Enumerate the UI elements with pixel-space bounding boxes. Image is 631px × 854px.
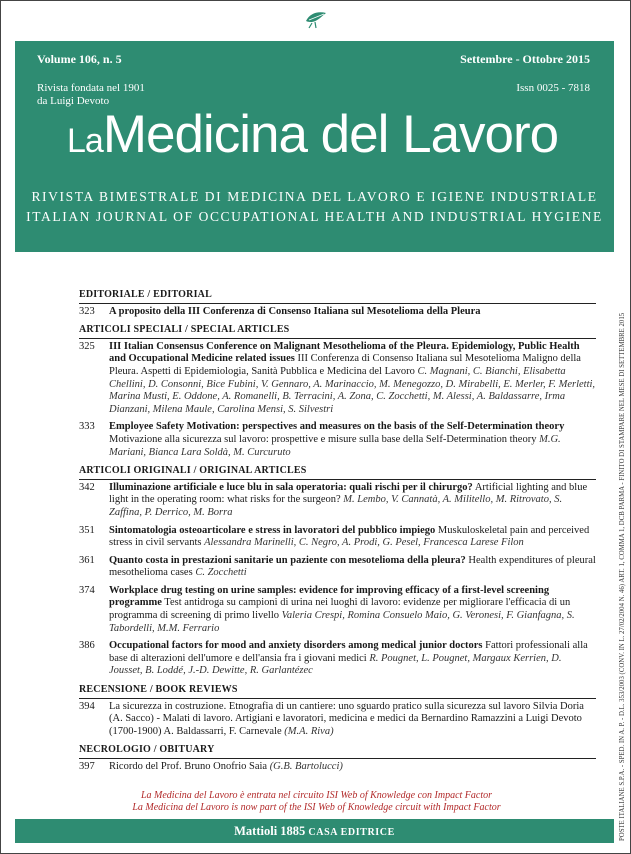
page-number: 374 <box>79 584 95 596</box>
issue-date: Settembre - Ottobre 2015 <box>460 52 590 66</box>
entry-authors: (G.B. Bartolucci) <box>269 761 343 772</box>
page-number: 386 <box>79 640 95 652</box>
entry-authors: C. Magnani, C. Bianchi, Elisabetta Chellini, D. Consonni, Bice Fubini, V. Gennaro, A. Marinaccio, M. Menegozzo, D. Mirabelli, E. Merler, F. Merletti, Marina Musti, E. Oddone, A. Romanelli, B. Terracini, A. Zona, C. Zocchetti, M. Alessi, A. Baldassarre, Irma Dianzani, Milena Maule, Carolina Mensi, S. Silvestri <box>109 365 596 415</box>
entry-title: Occupational factors for mood and anxiety disorders among medical junior doctors <box>109 640 483 652</box>
page-number: 361 <box>79 554 95 566</box>
table-of-contents <box>79 289 596 779</box>
entry-title: Workplace drug testing on urine samples: evidence for improving efficacy of a first-level screening programme <box>109 584 550 609</box>
publisher-name: Mattioli 1885 <box>234 824 306 838</box>
toc-entry[interactable] <box>79 701 596 739</box>
toc-entry[interactable] <box>79 421 596 459</box>
entry-title: Quanto costa in prestazioni sanitarie un paziente con mesotelioma della pleura? <box>109 554 466 566</box>
header-band <box>15 41 614 252</box>
entry-subtitle: La sicurezza in costruzione. Etnografia di un cantiere: uno sguardo pratico sulla sicurezza sul lavoro Silvia Doria (A. Sacco) - Malati di lavoro. Artigiani e lavoratori, medicina e medici da Bernardino Ramazzini a Luigi Devoto (1700-1900) A. Baldassarri, F. Carnevale <box>109 700 584 737</box>
entry-subtitle: Motivazione alla sicurezza sul lavoro: prospettive e misure sulla base della Self-Determination theory <box>109 433 540 445</box>
subtitle-english: ITALIAN JOURNAL OF OCCUPATIONAL HEALTH AND INDUSTRIAL HYGIENE <box>26 209 603 224</box>
toc-entry[interactable] <box>79 482 596 520</box>
section-heading: RECENSIONE / BOOK REVIEWS <box>79 684 596 699</box>
journal-title <box>67 105 558 171</box>
entry-subtitle: Artificial lighting and blue light in the operating room: what risks for the surgeon? <box>109 481 588 506</box>
toc-entry[interactable] <box>79 761 596 774</box>
entry-authors: M. Lembo, V. Cannatà, A. Militello, M. Ritrovato, S. Zaffina, P. Derrico, M. Borra <box>109 494 563 518</box>
toc-entry[interactable] <box>79 640 596 678</box>
toc-entry[interactable] <box>79 585 596 635</box>
page-number: 342 <box>79 481 95 493</box>
entry-authors: Valeria Crespi, Romina Consuelo Maio, G. Veronesi, F. Gianfagna, S. Tabordelli, M.M. Ferrario <box>109 610 575 634</box>
entry-subtitle: Health expenditures of pleural mesothelioma cases <box>109 554 596 579</box>
entry-title: Sintomatologia osteoarticolare e stress in lavoratori del pubblico impiego <box>109 524 436 536</box>
entry-title: A proposito della III Conferenza di Consenso Italiana sul Mesotelioma della Pleura <box>109 305 481 317</box>
toc-entry[interactable] <box>79 525 596 550</box>
leaf-emblem-icon <box>303 7 329 31</box>
page-number: 397 <box>79 761 95 772</box>
volume-info: Volume 106, n. 5 <box>37 52 122 66</box>
entry-authors: (M.A. Riva) <box>284 725 334 737</box>
entry-subtitle: Test antidroga su campioni di urina nei luoghi di lavoro: evidenze per migliorare l'efficacia di un programma di screening di primo livello <box>109 597 571 622</box>
section-heading: ARTICOLI SPECIALI / SPECIAL ARTICLES <box>79 324 596 339</box>
entry-subtitle: Muskuloskeletal pain and perceived stress in civil servants <box>109 524 590 549</box>
page-number: 325 <box>79 340 95 352</box>
issn: Issn 0025 - 7818 <box>516 82 590 94</box>
founded-note: Rivista fondata nel 1901 da Luigi Devoto <box>37 82 145 107</box>
entry-authors: M.G. Mariani, Bianca Lara Soldà, M. Curcuruto <box>109 433 561 458</box>
page-number: 394 <box>79 700 95 712</box>
section-heading: NECROLOGIO / OBITUARY <box>79 744 596 759</box>
entry-subtitle: Fattori professionali alla base di alterazioni dell'umore e dell'ansia fra i giovani medici <box>109 640 588 664</box>
entry-title: Illuminazione artificiale e luce blu in sala operatoria: quali rischi per il chirurgo? <box>109 481 473 493</box>
toc-entry[interactable] <box>79 555 596 580</box>
entry-subtitle: III Conferenza di Consenso Italiana sul Mesotelioma Maligno della Pleura. Aspetti di Epidemiologia, Sanità Pubblica e Medicina del Lavoro <box>109 353 581 377</box>
publisher-suffix: CASA EDITRICE <box>308 827 395 838</box>
impact-factor-note-it: La Medicina del Lavoro è entrata nel circuito ISI Web of Knowledge con Impact Factor <box>140 790 493 801</box>
postal-side-text: POSTE ITALIANE S.P.A. - SPED. IN A. P. - D.L. 353/2003 (CONV. IN L. 27/02/2004 N. 46) ART. 1, COMMA 1, DCB PARMA - FINITO DI STAMPARE NEL MESE DI SETTEMBRE 2015 <box>619 312 626 841</box>
entry-authors: Alessandra Marinelli, C. Negro, A. Prodi, G. Pesel, Francesca Larese Filon <box>204 537 524 549</box>
subtitle-italian: RIVISTA BIMESTRALE DI MEDICINA DEL LAVORO E IGIENE INDUSTRIALE <box>31 189 598 204</box>
toc-entry[interactable] <box>79 341 596 417</box>
title-la: La <box>67 122 103 160</box>
section-heading: EDITORIALE / EDITORIAL <box>79 289 596 304</box>
entry-title: III Italian Consensus Conference on Malignant Mesothelioma of the Pleura. Epidemiology, Public Health and Occupational Medicine related issues <box>109 340 580 365</box>
page-number: 323 <box>79 305 95 317</box>
entry-title: Employee Safety Motivation: perspectives and measures on the basis of the Self-Determination theory <box>109 421 565 433</box>
section-heading: ARTICOLI ORIGINALI / ORIGINAL ARTICLES <box>79 465 596 480</box>
impact-factor-note-en: La Medicina del Lavoro is now part of the ISI Web of Knowledge circuit with Impact Factor <box>132 802 501 813</box>
entry-authors: C. Zocchetti <box>195 567 247 579</box>
entry-authors: R. Pougnet, L. Pougnet, Margaux Kerrien, D. Jousset, B. Loddé, J.-D. Dewitte, R. Garlantézec <box>109 652 562 677</box>
publisher-bar <box>15 819 614 843</box>
toc-entry[interactable] <box>79 306 596 319</box>
page-number: 333 <box>79 421 95 433</box>
page-number: 351 <box>79 524 95 536</box>
title-main: Medicina del Lavoro <box>102 105 559 164</box>
entry-subtitle: Ricordo del Prof. Bruno Onofrio Saia <box>109 761 270 772</box>
